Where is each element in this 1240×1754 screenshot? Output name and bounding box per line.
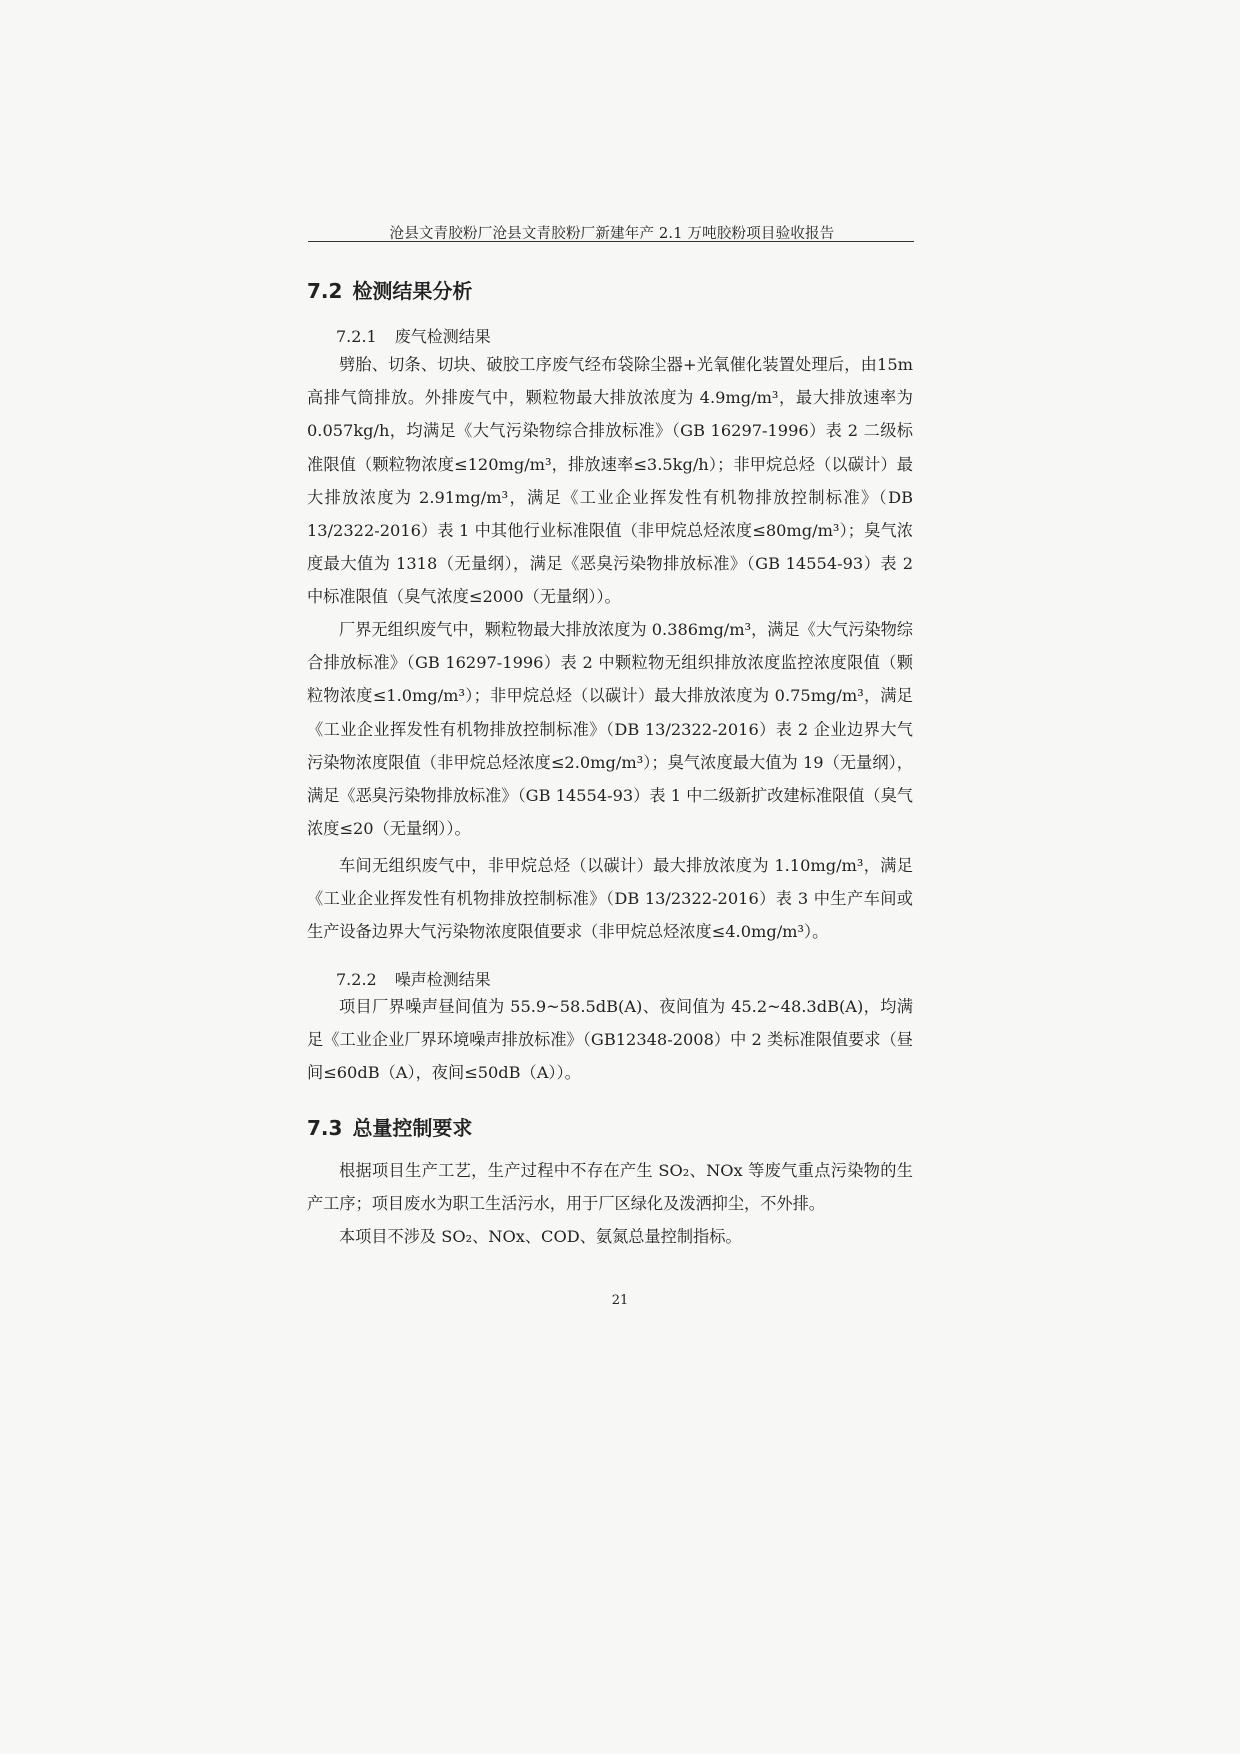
paragraph-process-pollutants: 根据项目生产工艺，生产过程中不存在产生 SO₂、NOx 等废气重点污染物的生产工序；项目废水为职工生活污水，用于厂区绿化及泼洒抑尘，不外排。 xyxy=(307,1161,913,1214)
page-number: 21 xyxy=(611,1293,629,1308)
paragraph-boundary-fugitive: 厂界无组织废气中，颗粒物最大排放浓度为 0.386mg/m³，满足《大气污染物综合排放标准》（GB 16297-1996）表 2 中颗粒物无组织排放浓度监控浓度限值（颗粒物浓度≤1.0mg/m³）；非甲烷总烃（以碳计）最大排放浓度为 0.75mg/m³，满足《工业企业挥发性有机物排放控制标准》（DB 13/2322-2016）表 2 企业边界大气污染物浓度限值（非甲烷总烃浓度≤2.0mg/m³）；臭气浓度最大值为 19（无量纲），满足《恶臭污染物排放标准》（GB 14554-93）表 1 中二级新扩改建标准限值（臭气浓度≤20（无量纲））。 xyxy=(307,620,913,839)
section-title: 总量控制要求 xyxy=(352,1116,473,1140)
section-number: 7.2 xyxy=(307,279,343,303)
subsection-title: 噪声检测结果 xyxy=(394,970,491,989)
subsection-title: 废气检测结果 xyxy=(394,327,491,346)
section-heading-7-3 xyxy=(307,1112,472,1141)
subsection-number: 7.2.2 xyxy=(336,970,377,989)
section-number: 7.3 xyxy=(307,1116,343,1140)
section-heading-7-2 xyxy=(307,275,472,304)
header-rule xyxy=(308,241,914,242)
subsection-heading-7-2-2 xyxy=(336,967,491,990)
paragraph-exhaust-stack: 劈胎、切条、切块、破胶工序废气经布袋除尘器+光氧催化装置处理后，由15m 高排气筒排放。外排废气中，颗粒物最大排放浓度为 4.9mg/m³，最大排放速率为 0.057kg/h，均满足《大气污染物综合排放标准》（GB 16297-1996）表 2 二级标准限值（颗粒物浓度≤120mg/m³，排放速率≤3.5kg/h）；非甲烷总烃（以碳计）最大排放浓度为 2.91mg/m³，满足《工业企业挥发性有机物排放控制标准》（DB 13/2322-2016）表 1 中其他行业标准限值（非甲烷总烃浓度≤80mg/m³）；臭气浓度最大值为 1318（无量纲），满足《恶臭污染物排放标准》（GB 14554-93）表 2 中标准限值（臭气浓度≤2000（无量纲））。 xyxy=(307,355,913,607)
running-header: 沧县文青胶粉厂沧县文青胶粉厂新建年产 2.1 万吨胶粉项目验收报告 xyxy=(389,226,835,242)
paragraph-total-control: 本项目不涉及 SO₂、NOx、COD、氨氮总量控制指标。 xyxy=(339,1227,742,1246)
section-title: 检测结果分析 xyxy=(352,279,473,303)
subsection-heading-7-2-1 xyxy=(336,324,491,347)
paragraph-noise: 项目厂界噪声昼间值为 55.9~58.5dB(A)、夜间值为 45.2~48.3dB(A)，均满足《工业企业厂界环境噪声排放标准》（GB12348-2008）中 2 类标准限值要求（昼间≤60dB（A），夜间≤50dB（A））。 xyxy=(307,997,913,1083)
subsection-number: 7.2.1 xyxy=(336,327,377,346)
paragraph-workshop-fugitive: 车间无组织废气中，非甲烷总烃（以碳计）最大排放浓度为 1.10mg/m³，满足《工业企业挥发性有机物排放控制标准》（DB 13/2322-2016）表 3 中生产车间或生产设备边界大气污染物浓度限值要求（非甲烷总烃浓度≤4.0mg/m³）。 xyxy=(307,856,913,942)
